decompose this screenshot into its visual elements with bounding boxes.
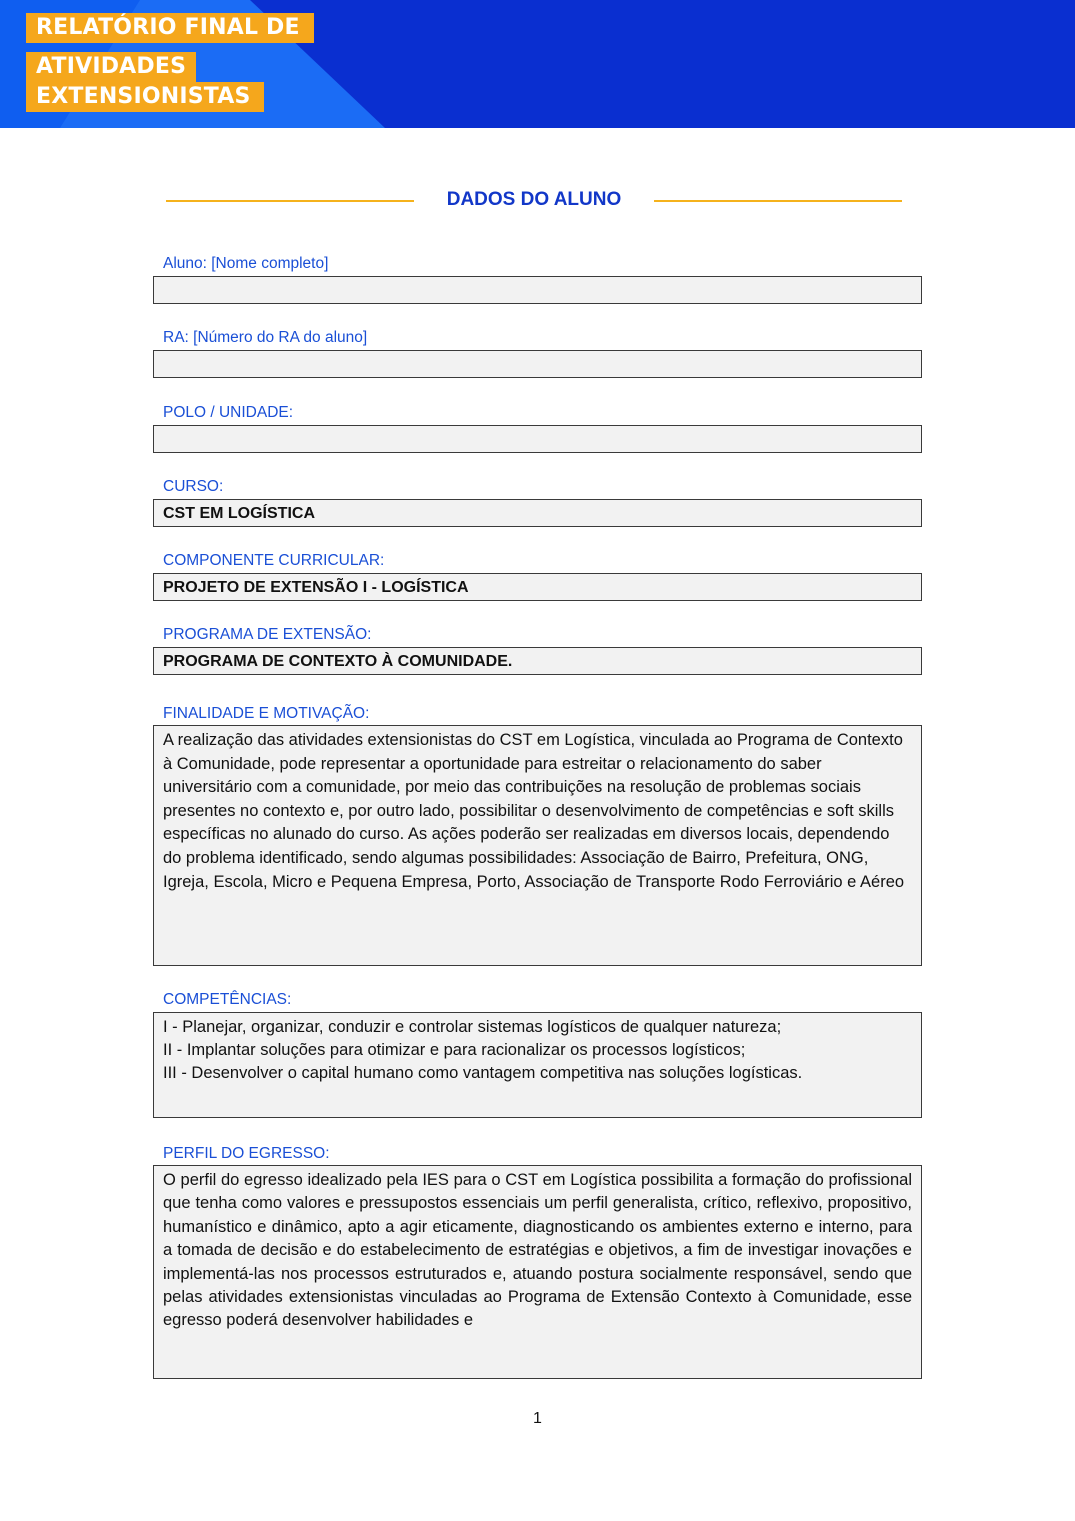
ra-field[interactable]: [153, 350, 922, 378]
componente-label: COMPONENTE CURRICULAR:: [163, 552, 385, 569]
curso-label: CURSO:: [163, 478, 224, 495]
banner-title-line-3: EXTENSIONISTAS: [26, 82, 264, 112]
section-heading: [0, 185, 1075, 215]
programa-label: PROGRAMA DE EXTENSÃO:: [163, 626, 372, 643]
polo-label: POLO / UNIDADE:: [163, 404, 294, 421]
page-number: 1: [533, 1410, 542, 1427]
header-banner: [0, 0, 1075, 128]
perfil-label: PERFIL DO EGRESSO:: [163, 1145, 330, 1162]
aluno-label: Aluno: [Nome completo]: [163, 255, 329, 272]
competencias-label: COMPETÊNCIAS:: [163, 991, 292, 1008]
heading-rule-right: [654, 200, 902, 202]
competencia-item: I - Planejar, organizar, conduzir e controlar sistemas logísticos de qualquer natureza;: [163, 1018, 782, 1036]
finalidade-field[interactable]: A realização das atividades extensionistas do CST em Logística, vinculada ao Programa de Contexto à Comunidade, pode representar a oportunidade para estreitar o relacionamento do saber universitário com a comunidade, por meio das contribuições na resolução de problemas sociais presentes no contexto e, por outro lado, possibilitar o desenvolvimento de competências e soft skills específicas no alunado do curso. As ações poderão ser realizadas em diversos locais, dependendo do problema identificado, sendo algumas possibilidades: Associação de Bairro, Prefeitura, ONG, Igreja, Escola, Micro e Pequena Empresa, Porto, Associação de Transporte Rodo Ferroviário e Aéreo: [153, 725, 922, 966]
banner-title-line-2: ATIVIDADES: [26, 52, 196, 82]
perfil-field[interactable]: O perfil do egresso idealizado pela IES para o CST em Logística possibilita a formação do profissional que tenha como valores e pressupostos essenciais um perfil generalista, crítico, reflexivo, propositivo, humanístico e dinâmico, apto a agir eticamente, diagnosticando os ambientes externo e interno, para a tomada de decisão e do estabelecimento de estratégias e objetivos, a fim de investigar inovações e implementá-las nos processos estruturados e, atuando postura socialmente responsável, sendo que pelas atividades extensionistas vinculadas ao Programa de Extensão Contexto à Comunidade, esse egresso poderá desenvolver habilidades e: [153, 1165, 922, 1379]
finalidade-label: FINALIDADE E MOTIVAÇÃO:: [163, 705, 370, 722]
componente-field[interactable]: PROJETO DE EXTENSÃO I - LOGÍSTICA: [153, 573, 922, 601]
competencia-item: II - Implantar soluções para otimizar e para racionalizar os processos logísticos;: [163, 1041, 746, 1059]
ra-label: RA: [Número do RA do aluno]: [163, 329, 368, 346]
competencia-item: III - Desenvolver o capital humano como vantagem competitiva nas soluções logísticas.: [163, 1064, 803, 1082]
aluno-field[interactable]: [153, 276, 922, 304]
section-title: DADOS DO ALUNO: [446, 189, 622, 210]
curso-field[interactable]: CST EM LOGÍSTICA: [153, 499, 922, 527]
competencias-field[interactable]: [153, 1012, 922, 1118]
heading-rule-left: [166, 200, 414, 202]
polo-field[interactable]: [153, 425, 922, 453]
banner-title-line-1: RELATÓRIO FINAL DE: [26, 13, 314, 43]
programa-field[interactable]: PROGRAMA DE CONTEXTO À COMUNIDADE.: [153, 647, 922, 675]
